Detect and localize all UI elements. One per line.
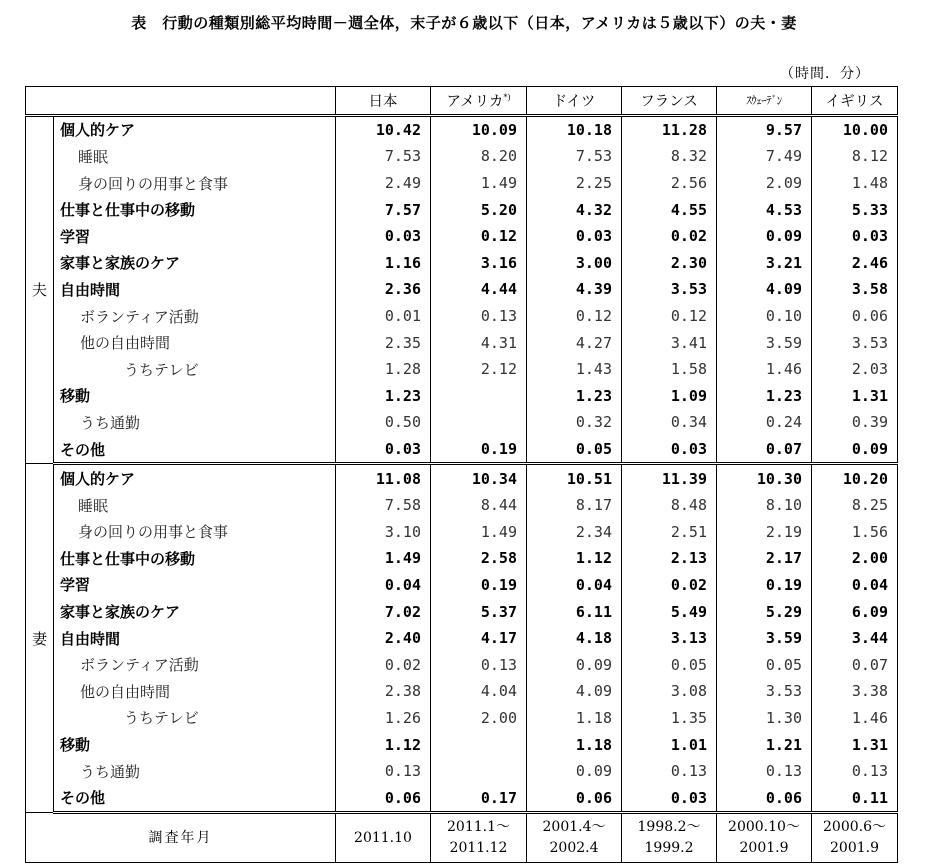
table-row — [26, 572, 898, 599]
value-cell — [431, 409, 527, 436]
value-cell: 2.12 — [431, 356, 527, 383]
value-cell: 1.30 — [717, 705, 812, 732]
value-cell: 0.03 — [812, 223, 898, 250]
value-cell: 2.09 — [717, 170, 812, 197]
survey-period — [622, 813, 717, 863]
value-cell: 10.34 — [431, 464, 527, 492]
value-cell: 0.04 — [812, 572, 898, 599]
value-cell: 2.03 — [812, 356, 898, 383]
survey-label: 調査年月 — [26, 813, 336, 863]
row-label: 睡眠 — [54, 143, 336, 170]
row-label: ボランティア活動 — [54, 651, 336, 678]
value-cell: 8.17 — [527, 492, 622, 519]
survey-row — [26, 813, 898, 863]
value-cell: 0.17 — [431, 784, 527, 812]
value-cell: 1.31 — [812, 731, 898, 758]
value-cell: 1.26 — [336, 705, 431, 732]
value-cell: 4.27 — [527, 329, 622, 356]
value-cell: 3.53 — [717, 678, 812, 705]
table-row — [26, 492, 898, 519]
table-row — [26, 678, 898, 705]
value-cell: 1.28 — [336, 356, 431, 383]
value-cell: 3.53 — [622, 276, 717, 303]
value-cell: 1.12 — [336, 731, 431, 758]
value-cell: 0.13 — [431, 651, 527, 678]
row-label: 個人的ケア — [54, 115, 336, 143]
survey-period-end: 2002.4 — [549, 840, 599, 857]
value-cell: 2.25 — [527, 170, 622, 197]
value-cell: 2.34 — [527, 519, 622, 546]
value-cell: 0.03 — [527, 223, 622, 250]
row-label: 移動 — [54, 731, 336, 758]
survey-period-end: 2001.9 — [830, 840, 879, 857]
value-cell: 1.23 — [336, 383, 431, 410]
survey-period-start: 2000.10～ — [728, 819, 800, 836]
header-row — [26, 87, 898, 116]
value-cell: 5.37 — [431, 598, 527, 625]
value-cell: 5.33 — [812, 196, 898, 223]
value-cell: 0.12 — [622, 303, 717, 330]
table-row — [26, 598, 898, 625]
value-cell: 7.53 — [336, 143, 431, 170]
survey-period — [717, 813, 812, 863]
value-cell: 3.41 — [622, 329, 717, 356]
value-cell: 1.48 — [812, 170, 898, 197]
col-header-japan: 日本 — [336, 87, 431, 116]
value-cell: 3.08 — [622, 678, 717, 705]
col-header-usa — [431, 87, 527, 116]
survey-period — [336, 813, 431, 863]
value-cell: 0.19 — [717, 572, 812, 599]
value-cell: 1.01 — [622, 731, 717, 758]
value-cell: 0.09 — [717, 223, 812, 250]
value-cell: 0.06 — [717, 784, 812, 812]
row-label: うちテレビ — [54, 705, 336, 732]
value-cell: 0.06 — [812, 303, 898, 330]
value-cell: 0.09 — [812, 436, 898, 464]
time-use-table — [25, 86, 898, 863]
col-header-usa-note: *) — [503, 92, 511, 102]
value-cell: 0.01 — [336, 303, 431, 330]
value-cell: 10.42 — [336, 115, 431, 143]
value-cell: 4.44 — [431, 276, 527, 303]
value-cell: 0.10 — [717, 303, 812, 330]
value-cell: 8.12 — [812, 143, 898, 170]
value-cell: 4.18 — [527, 625, 622, 652]
value-cell: 1.18 — [527, 705, 622, 732]
value-cell: 8.25 — [812, 492, 898, 519]
value-cell: 2.36 — [336, 276, 431, 303]
table-row — [26, 356, 898, 383]
value-cell: 6.11 — [527, 598, 622, 625]
value-cell: 3.16 — [431, 250, 527, 277]
survey-period-start: 2001.4～ — [542, 819, 606, 836]
value-cell — [431, 731, 527, 758]
value-cell: 2.49 — [336, 170, 431, 197]
value-cell: 9.57 — [717, 115, 812, 143]
value-cell: 1.35 — [622, 705, 717, 732]
row-label: うちテレビ — [54, 356, 336, 383]
table-row — [26, 651, 898, 678]
value-cell: 3.00 — [527, 250, 622, 277]
unit-label: （時間．分） — [780, 66, 870, 82]
value-cell: 8.32 — [622, 143, 717, 170]
value-cell: 1.43 — [527, 356, 622, 383]
table-row — [26, 436, 898, 464]
value-cell: 0.05 — [717, 651, 812, 678]
value-cell: 2.38 — [336, 678, 431, 705]
table-row — [26, 196, 898, 223]
value-cell: 10.30 — [717, 464, 812, 492]
value-cell: 0.03 — [622, 436, 717, 464]
value-cell: 3.21 — [717, 250, 812, 277]
value-cell: 4.04 — [431, 678, 527, 705]
value-cell: 2.00 — [431, 705, 527, 732]
value-cell: 0.13 — [431, 303, 527, 330]
value-cell: 0.13 — [622, 758, 717, 785]
value-cell: 4.32 — [527, 196, 622, 223]
value-cell: 8.10 — [717, 492, 812, 519]
table-row — [26, 276, 898, 303]
row-label: 学習 — [54, 223, 336, 250]
survey-period — [812, 813, 898, 863]
col-header-uk: イギリス — [812, 87, 898, 116]
value-cell: 8.48 — [622, 492, 717, 519]
header-blank — [26, 87, 336, 116]
value-cell: 3.59 — [717, 329, 812, 356]
value-cell: 0.04 — [527, 572, 622, 599]
value-cell: 2.13 — [622, 545, 717, 572]
value-cell: 0.05 — [622, 651, 717, 678]
table-row — [26, 784, 898, 812]
table-row — [26, 250, 898, 277]
survey-period-start: 2000.6～ — [823, 819, 886, 836]
value-cell: 2.56 — [622, 170, 717, 197]
value-cell: 1.49 — [336, 545, 431, 572]
value-cell: 11.08 — [336, 464, 431, 492]
row-label: うち通勤 — [54, 758, 336, 785]
value-cell: 1.23 — [527, 383, 622, 410]
survey-period-start: 1998.2～ — [637, 819, 701, 836]
value-cell: 1.58 — [622, 356, 717, 383]
value-cell: 11.28 — [622, 115, 717, 143]
table-row — [26, 705, 898, 732]
value-cell: 0.12 — [527, 303, 622, 330]
value-cell: 0.09 — [527, 651, 622, 678]
value-cell: 3.59 — [717, 625, 812, 652]
row-label: 移動 — [54, 383, 336, 410]
value-cell: 4.09 — [717, 276, 812, 303]
col-header-germany: ドイツ — [527, 87, 622, 116]
row-label: 家事と家族のケア — [54, 250, 336, 277]
value-cell: 5.49 — [622, 598, 717, 625]
value-cell: 5.20 — [431, 196, 527, 223]
value-cell: 4.53 — [717, 196, 812, 223]
row-label: 学習 — [54, 572, 336, 599]
value-cell: 1.09 — [622, 383, 717, 410]
col-header-france: フランス — [622, 87, 717, 116]
value-cell: 2.35 — [336, 329, 431, 356]
row-label: その他 — [54, 436, 336, 464]
value-cell: 0.04 — [336, 572, 431, 599]
table-row — [26, 731, 898, 758]
value-cell: 0.02 — [622, 223, 717, 250]
value-cell: 4.55 — [622, 196, 717, 223]
value-cell: 11.39 — [622, 464, 717, 492]
col-header-sweden: ｽｳｪｰﾃﾞﾝ — [717, 87, 812, 116]
survey-period-start: 2011.10 — [354, 829, 412, 846]
value-cell: 0.19 — [431, 436, 527, 464]
value-cell: 0.02 — [622, 572, 717, 599]
group-label: 夫 — [26, 115, 54, 464]
row-label: 家事と家族のケア — [54, 598, 336, 625]
value-cell: 0.05 — [527, 436, 622, 464]
table-row — [26, 464, 898, 492]
value-cell: 3.13 — [622, 625, 717, 652]
value-cell: 8.20 — [431, 143, 527, 170]
value-cell: 4.09 — [527, 678, 622, 705]
table-row — [26, 303, 898, 330]
value-cell: 1.21 — [717, 731, 812, 758]
value-cell: 10.09 — [431, 115, 527, 143]
col-header-usa-label: アメリカ — [446, 93, 504, 110]
value-cell: 3.10 — [336, 519, 431, 546]
value-cell: 0.11 — [812, 784, 898, 812]
survey-period — [431, 813, 527, 863]
value-cell — [431, 758, 527, 785]
value-cell: 7.49 — [717, 143, 812, 170]
value-cell: 1.12 — [527, 545, 622, 572]
value-cell: 4.39 — [527, 276, 622, 303]
value-cell: 4.31 — [431, 329, 527, 356]
value-cell: 10.18 — [527, 115, 622, 143]
value-cell: 3.38 — [812, 678, 898, 705]
value-cell: 0.24 — [717, 409, 812, 436]
survey-period — [527, 813, 622, 863]
value-cell: 0.50 — [336, 409, 431, 436]
row-label: 自由時間 — [54, 276, 336, 303]
value-cell: 2.00 — [812, 545, 898, 572]
value-cell: 1.56 — [812, 519, 898, 546]
value-cell: 0.13 — [717, 758, 812, 785]
table-row — [26, 143, 898, 170]
value-cell: 2.58 — [431, 545, 527, 572]
table-title: 表 行動の種類別総平均時間－週全体，末子が６歳以下（日本，アメリカは５歳以下）の夫・妻 — [131, 14, 797, 32]
value-cell: 7.58 — [336, 492, 431, 519]
survey-period-end: 2011.12 — [449, 840, 508, 857]
value-cell: 10.20 — [812, 464, 898, 492]
value-cell: 0.02 — [336, 651, 431, 678]
table-row — [26, 409, 898, 436]
value-cell: 7.57 — [336, 196, 431, 223]
value-cell: 0.03 — [336, 436, 431, 464]
table-row — [26, 545, 898, 572]
row-label: 他の自由時間 — [54, 329, 336, 356]
row-label: その他 — [54, 784, 336, 812]
table-row — [26, 625, 898, 652]
value-cell: 0.06 — [527, 784, 622, 812]
row-label: うち通勤 — [54, 409, 336, 436]
value-cell: 2.30 — [622, 250, 717, 277]
row-label: 他の自由時間 — [54, 678, 336, 705]
row-label: 個人的ケア — [54, 464, 336, 492]
table-row — [26, 329, 898, 356]
value-cell: 1.49 — [431, 519, 527, 546]
value-cell: 0.06 — [336, 784, 431, 812]
survey-period-end: 2001.9 — [739, 840, 789, 857]
value-cell: 1.16 — [336, 250, 431, 277]
value-cell: 2.51 — [622, 519, 717, 546]
value-cell: 0.03 — [622, 784, 717, 812]
value-cell: 0.07 — [812, 651, 898, 678]
value-cell: 1.18 — [527, 731, 622, 758]
table-row — [26, 223, 898, 250]
value-cell: 1.46 — [717, 356, 812, 383]
value-cell: 3.44 — [812, 625, 898, 652]
value-cell: 2.40 — [336, 625, 431, 652]
value-cell — [431, 383, 527, 410]
value-cell: 1.23 — [717, 383, 812, 410]
value-cell: 0.39 — [812, 409, 898, 436]
table-row — [26, 115, 898, 143]
row-label: 自由時間 — [54, 625, 336, 652]
row-label: 睡眠 — [54, 492, 336, 519]
value-cell: 1.46 — [812, 705, 898, 732]
value-cell: 10.51 — [527, 464, 622, 492]
value-cell: 1.49 — [431, 170, 527, 197]
value-cell: 0.13 — [336, 758, 431, 785]
value-cell: 0.34 — [622, 409, 717, 436]
table-body — [26, 115, 898, 862]
value-cell: 3.58 — [812, 276, 898, 303]
value-cell: 0.32 — [527, 409, 622, 436]
value-cell: 2.19 — [717, 519, 812, 546]
row-label: 身の回りの用事と食事 — [54, 519, 336, 546]
survey-period-start: 2011.1～ — [447, 819, 510, 836]
value-cell: 0.03 — [336, 223, 431, 250]
group-label: 妻 — [26, 464, 54, 813]
value-cell: 0.09 — [527, 758, 622, 785]
value-cell: 4.17 — [431, 625, 527, 652]
survey-period-end: 1999.2 — [644, 840, 694, 857]
value-cell: 2.17 — [717, 545, 812, 572]
value-cell: 7.53 — [527, 143, 622, 170]
value-cell: 0.19 — [431, 572, 527, 599]
table-row — [26, 383, 898, 410]
value-cell: 10.00 — [812, 115, 898, 143]
row-label: 仕事と仕事中の移動 — [54, 545, 336, 572]
table-row — [26, 519, 898, 546]
row-label: 仕事と仕事中の移動 — [54, 196, 336, 223]
value-cell: 8.44 — [431, 492, 527, 519]
value-cell: 3.53 — [812, 329, 898, 356]
row-label: 身の回りの用事と食事 — [54, 170, 336, 197]
table-row — [26, 170, 898, 197]
value-cell: 0.07 — [717, 436, 812, 464]
value-cell: 0.12 — [431, 223, 527, 250]
value-cell: 5.29 — [717, 598, 812, 625]
value-cell: 7.02 — [336, 598, 431, 625]
value-cell: 0.13 — [812, 758, 898, 785]
value-cell: 2.46 — [812, 250, 898, 277]
table-row — [26, 758, 898, 785]
value-cell: 6.09 — [812, 598, 898, 625]
row-label: ボランティア活動 — [54, 303, 336, 330]
value-cell: 1.31 — [812, 383, 898, 410]
